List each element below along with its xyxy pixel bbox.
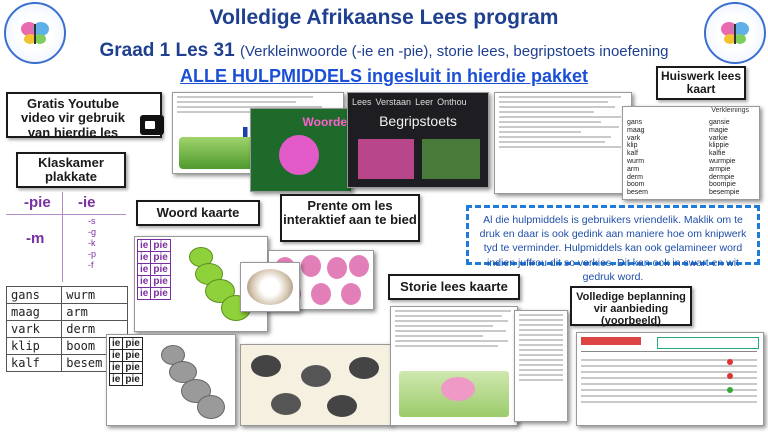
card-pie: pie (151, 276, 170, 288)
hw-right: boompie (709, 181, 736, 189)
begrip-title: Begripstoets (379, 113, 457, 129)
table-row (7, 287, 128, 304)
table-cell: klip (7, 338, 62, 355)
hw-left: gans (627, 119, 643, 126)
info-text: Al die hulpmiddels is gebruikers vriendelik. Maklik om te druk en daar is ook gedink aan maniere hoe om knipwerk tyd te verminder. Hulpmiddels kan ook gelamineer word indien juffrou dit so verkies. Dit kan ook in swart en wit gedruk word. (479, 214, 747, 283)
table-cell: kalf (7, 355, 62, 372)
card-ie: ie (138, 276, 151, 288)
table-cell: besem (62, 355, 128, 372)
subtitle-main: Graad 1 Les 31 (99, 40, 235, 61)
homework-card (622, 106, 760, 200)
youtube-label (6, 92, 162, 138)
woord-label-text: Woord kaarte (156, 205, 240, 220)
card-ie: ie (110, 338, 123, 350)
word-card-grey (106, 334, 236, 426)
video-camera-icon (140, 115, 164, 135)
klaskamer-label (16, 152, 126, 188)
hw-left: kalf (627, 150, 638, 158)
poster-right-5: -p (88, 249, 97, 259)
card-pie: pie (151, 264, 170, 276)
card-ie: ie (138, 264, 151, 276)
hw-left: besem (627, 189, 649, 197)
poster-right-1: -ie (78, 194, 96, 211)
page-title: Volledige Afrikaanse Lees program (209, 6, 559, 29)
hw-left: arm (627, 165, 640, 173)
table-cell: derm (62, 321, 128, 338)
tagline: ALLE HULPMIDDELS ingesluit in hierdie pakket (179, 66, 589, 86)
classroom-poster (6, 192, 126, 282)
poster-left-1: -pie (24, 194, 51, 211)
card-ie: ie (138, 288, 151, 300)
card-ie: ie (110, 362, 123, 374)
beplanning-label (570, 286, 692, 326)
poster-left-2: -m (26, 230, 45, 247)
poster-right-3: -g (88, 227, 97, 237)
prente-label (280, 194, 420, 242)
picture-shells (240, 262, 300, 312)
card-pie: pie (123, 362, 142, 374)
planning-thumb (576, 332, 764, 426)
card-pie: pie (151, 252, 170, 264)
hw-right: armpie (709, 165, 731, 173)
poster-right-2: -s (88, 216, 96, 226)
slide-thumb-2 (250, 108, 352, 192)
card-pie: pie (151, 288, 170, 300)
menu-onthou: Onthou (437, 97, 467, 107)
hw-right: kalfie (709, 150, 726, 158)
huiswerk-label-text: Huiswerk lees kaart (660, 69, 742, 97)
card-ie: ie (138, 252, 151, 264)
hw-left: vark (627, 134, 641, 142)
table-cell: boom (62, 338, 128, 355)
table-cell: arm (62, 304, 128, 321)
card-ie: ie (110, 350, 123, 362)
table-cell: vark (7, 321, 62, 338)
hw-left: derm (627, 173, 643, 181)
table-cell: maag (7, 304, 62, 321)
hw-right: dermpie (709, 173, 735, 181)
hw-right: gansie (709, 119, 730, 126)
menu-leer: Leer (415, 97, 434, 107)
menu-verstaan: Verstaan (375, 97, 412, 107)
card-pie: pie (123, 350, 142, 362)
menu-lees: Lees (352, 97, 372, 107)
hw-left: wurm (627, 157, 645, 165)
hw-right: magie (709, 126, 729, 134)
card-ie: ie (138, 240, 151, 252)
table-cell: gans (7, 287, 62, 304)
worksheet-thumb (494, 92, 632, 194)
subtitle-detail: (Verkleinwoorde (-ie en -pie), storie lees, begripstoets inoefening (239, 43, 669, 60)
info-box (466, 205, 760, 283)
hw-right: wurmpie (709, 157, 736, 165)
hw-left: maag (627, 126, 645, 134)
card-pie: pie (151, 240, 170, 252)
woorde-label: Woorde (302, 115, 347, 129)
story-questions (514, 310, 568, 422)
hw-right: besempie (709, 189, 740, 197)
homework-header: Verkleinings (711, 107, 749, 114)
card-pie: pie (123, 338, 142, 350)
klaskamer-label-text: Klaskamer plakkate (38, 155, 104, 185)
table-row (7, 304, 128, 321)
youtube-label-text: Gratis Youtube video vir gebruik van hierdie les (20, 96, 126, 140)
hw-left: klip (627, 142, 638, 150)
picture-flies (240, 344, 392, 426)
beplanning-label-text: Volledige beplanning vir aanbieding (voorbeeld) (576, 291, 686, 328)
huiswerk-label (656, 66, 746, 100)
table-cell: wurm (62, 287, 128, 304)
story-card (390, 306, 518, 426)
hw-right: klippie (709, 142, 729, 150)
slide-thumb-begrip (347, 92, 489, 188)
poster-right-4: -k (88, 238, 96, 248)
card-pie: pie (123, 374, 142, 386)
card-ie: ie (110, 374, 123, 386)
prente-label-text: Prente om les interaktief aan te bied (283, 198, 417, 228)
storie-label (388, 274, 520, 300)
hw-right: varkie (709, 134, 728, 142)
poster-right-6: -f (88, 260, 94, 270)
hw-left: boom (627, 181, 645, 189)
page-subtitle (0, 40, 768, 62)
woord-label (136, 200, 260, 226)
storie-label-text: Storie lees kaarte (400, 279, 508, 294)
